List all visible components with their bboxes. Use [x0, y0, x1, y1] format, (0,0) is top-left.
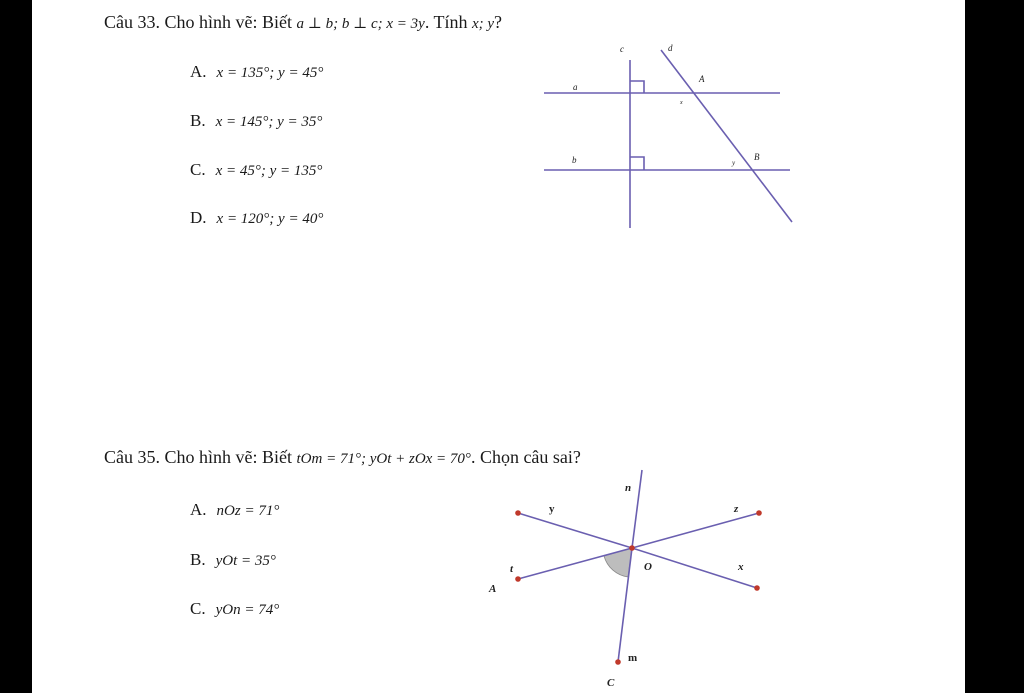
- q33-label-a: a: [573, 82, 578, 92]
- q33-option-a-text: x = 135°; y = 45°: [216, 65, 324, 81]
- q35-option-a-letter: A.: [190, 500, 207, 519]
- q35-label-A: A: [489, 583, 497, 595]
- q35-label-O: O: [644, 561, 652, 573]
- q33-option-d-text: x = 120°; y = 40°: [216, 211, 324, 227]
- q35-option-c-letter: C.: [190, 599, 206, 618]
- q33-ask-vars: x; y: [471, 16, 495, 32]
- q35-ray-on: [632, 470, 642, 548]
- q33-ask: . Tính: [424, 12, 472, 32]
- q35-ray-oz: [632, 513, 759, 548]
- q33-label-c: c: [620, 44, 624, 54]
- q35-label-z: z: [734, 503, 739, 515]
- q35-point-z: [756, 510, 762, 516]
- q33-label-b: b: [572, 155, 577, 165]
- document-page: [32, 0, 965, 693]
- q33-option-b-letter: B.: [190, 111, 206, 130]
- q33-option-b-text: x = 145°; y = 35°: [215, 114, 323, 130]
- q35-prefix: Câu 35. Cho hình vẽ: Biết: [104, 447, 297, 467]
- q35-option-b-text: yOt = 35°: [215, 553, 276, 569]
- q35-point-o: [629, 545, 635, 551]
- q33-label-x: x: [680, 100, 683, 106]
- q33-label-d: d: [668, 43, 673, 53]
- q33-label-y: y: [732, 159, 736, 167]
- q33-label-A: A: [699, 74, 705, 84]
- q35-figure: [32, 0, 965, 693]
- q35-label-x: x: [738, 561, 744, 573]
- q33-prefix: Câu 33. Cho hình vẽ: Biết: [104, 12, 297, 32]
- q35-option-c-text: yOn = 74°: [215, 602, 280, 618]
- q35-label-m: m: [628, 652, 638, 664]
- q33-option-a-letter: A.: [190, 62, 207, 81]
- q33-option-c-letter: C.: [190, 160, 206, 179]
- q35-point-x: [754, 585, 760, 591]
- q35-point-t: [515, 576, 521, 582]
- q35-ask: . Chọn câu sai?: [470, 447, 581, 467]
- q35-label-y: y: [549, 503, 555, 515]
- q33-label-B: B: [754, 152, 760, 162]
- q35-point-y: [515, 510, 521, 516]
- q35-ray-oy: [518, 513, 632, 548]
- q35-label-t: t: [510, 563, 514, 575]
- q33-option-d-letter: D.: [190, 208, 207, 227]
- q35-option-b-letter: B.: [190, 550, 206, 569]
- q33-option-c-text: x = 45°; y = 135°: [215, 163, 323, 179]
- q35-option-a-text: nOz = 71°: [216, 503, 280, 519]
- q33-condition: a ⊥ b; b ⊥ c; x = 3y: [296, 16, 425, 32]
- q35-label-C: C: [607, 677, 615, 689]
- q35-point-c: [615, 659, 621, 665]
- q33-ask-end: ?: [494, 12, 503, 32]
- q35-condition: tOm = 71°; yOt + zOx = 70°: [296, 451, 471, 467]
- q35-label-n: n: [625, 482, 632, 494]
